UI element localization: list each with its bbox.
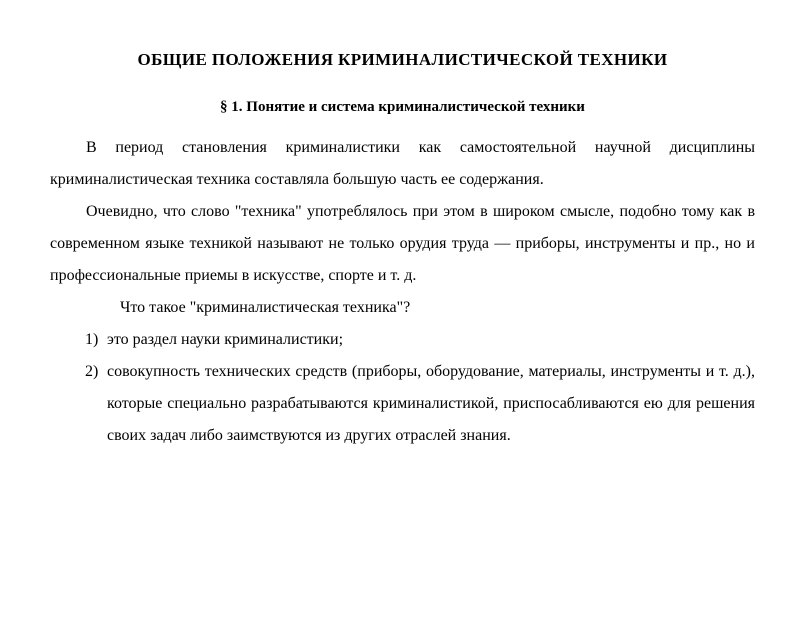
section-heading: § 1. Понятие и система криминалистической техники <box>220 99 585 115</box>
list-item-1-text: это раздел науки криминалистики; <box>107 331 344 348</box>
paragraph-2: Очевидно, что слово "техника" употреблялось при этом в широком смысле, подобно тому как в современном языке техникой называют не только орудия труда — приборы, инструменты и пр., но и профессиональные приемы в искусстве, спорте и т. д. <box>50 203 755 284</box>
numbered-list <box>50 324 755 452</box>
list-item-1 <box>50 324 755 356</box>
list-item-1-number: 1) <box>85 331 99 348</box>
question-line: Что такое "криминалистическая техника"? <box>120 299 411 316</box>
page-title: ОБЩИЕ ПОЛОЖЕНИЯ КРИМИНАЛИСТИЧЕСКОЙ ТЕХНИКИ <box>137 50 668 69</box>
paragraph-1: В период становления криминалистики как самостоятельной научной дисциплины криминалистическая техника составляла большую часть ее содержания. <box>50 139 755 188</box>
list-item-2 <box>50 356 755 452</box>
list-item-2-text: совокупность технических средств (приборы, оборудование, материалы, инструменты и т. д.), которые специально разрабатываются криминалистикой, приспосабливаются ею для решения своих задач либо заимствуются из других отраслей знания. <box>107 363 755 444</box>
body-text <box>50 132 755 452</box>
list-item-2-number: 2) <box>85 363 99 380</box>
